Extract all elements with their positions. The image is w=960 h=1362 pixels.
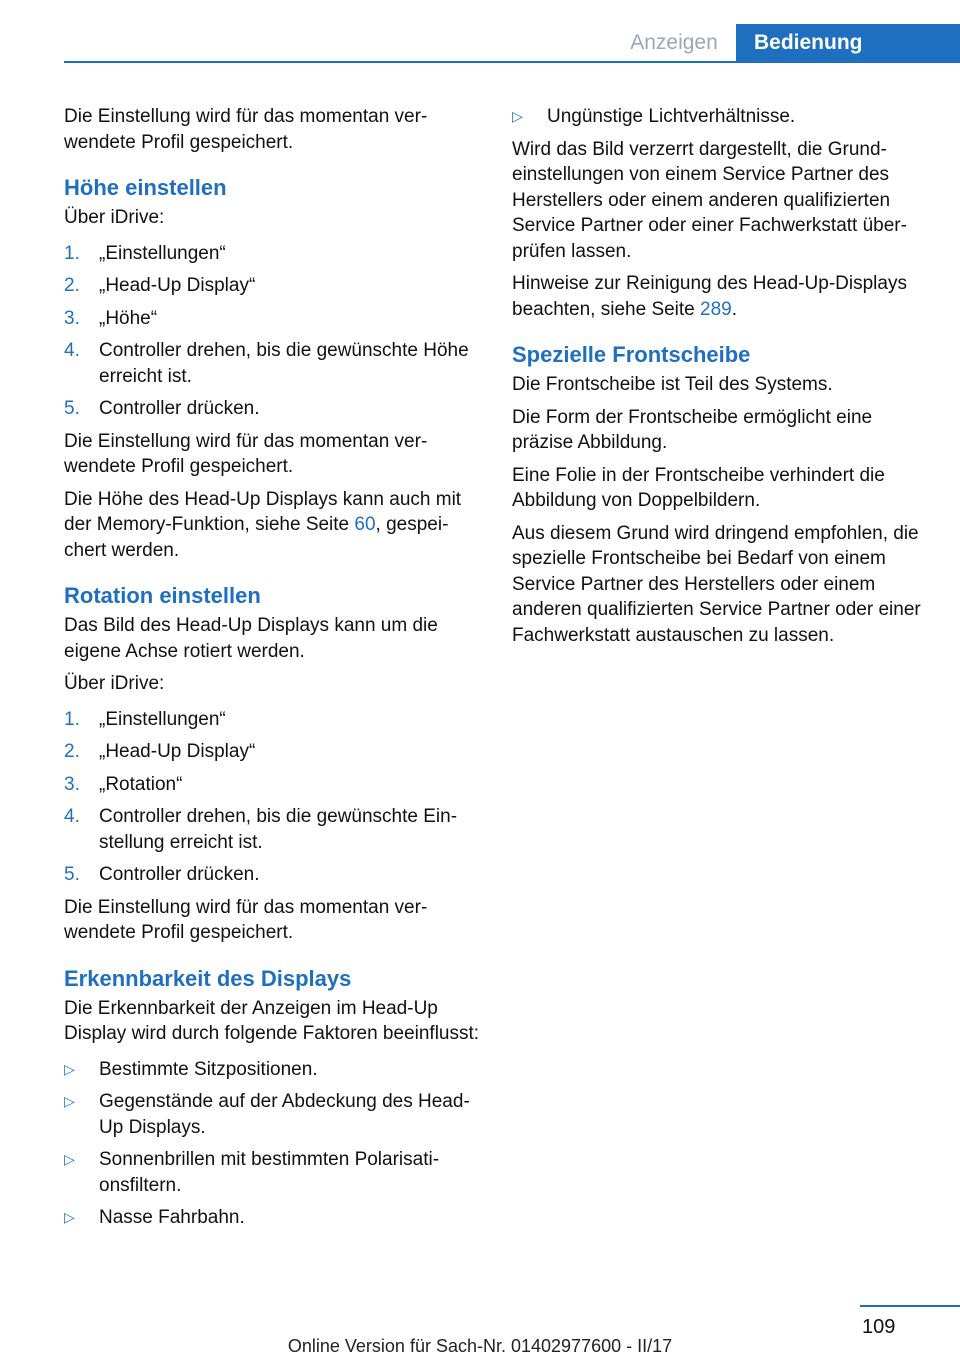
triangle-right-icon: ▷ (64, 1209, 75, 1225)
list-item (64, 306, 480, 332)
list-item (64, 707, 480, 733)
page-number-rule (860, 1305, 960, 1307)
step-number: 2. (64, 741, 80, 762)
paragraph-text: . (731, 298, 738, 320)
paragraph: Über iDrive: (64, 673, 165, 694)
paragraph: Die Erkennbarkeit der Anzeigen im Head-Up Display wird durch folgende Faktoren beeinflusst: (64, 997, 480, 1044)
right-column (512, 104, 928, 655)
bullet-text: Gegenstände auf der Abdeckung des Head-Up Displays. (99, 1091, 470, 1138)
page-link-60[interactable]: 60 (354, 514, 376, 535)
factor-list (64, 1057, 480, 1231)
paragraph-text: Die Höhe des Head-Up Displays kann auch mit der Memory-Funktion, siehe Seite (64, 488, 462, 535)
bullet-text: Nasse Fahrbahn. (99, 1207, 245, 1228)
list-item (64, 739, 480, 765)
tab-bedienung[interactable]: Bedienung (736, 24, 960, 62)
triangle-right-icon: ▷ (64, 1060, 75, 1077)
step-number: 5. (64, 398, 80, 419)
list-item (512, 104, 928, 130)
paragraph: Die Einstellung wird für das momentan verwendete Profil gespeichert. (64, 896, 428, 943)
list-item (64, 1147, 480, 1198)
paragraph: Eine Folie in der Frontscheibe verhindert die Abbildung von Doppelbildern. (512, 464, 885, 511)
list-item (64, 862, 480, 888)
paragraph-text: Hinweise zur Reinigung des Head-Up-Displays beachten, siehe Seite (512, 273, 907, 320)
paragraph: Über iDrive: (64, 207, 165, 228)
list-item (64, 804, 480, 855)
bullet-text: Ungünstige Lichtverhältnisse. (547, 106, 796, 127)
page-link-289[interactable]: 289 (700, 298, 732, 320)
step-number: 4. (64, 806, 80, 827)
paragraph (64, 487, 480, 564)
step-text: „Einstellungen“ (99, 242, 226, 264)
step-number: 3. (64, 773, 80, 795)
paragraph: Wird das Bild verzerrt dargestellt, die Grundeinstellungen von einem Service Partner des Herstellers oder einem anderen qualifizierten Service Partner oder einer Fachwerkstatt überprüfen lassen. (512, 138, 907, 262)
left-column (64, 104, 480, 1238)
list-item (64, 338, 480, 389)
list-item (64, 396, 480, 422)
step-text: „Höhe“ (99, 307, 158, 329)
list-item (64, 241, 480, 267)
step-text: „Einstellungen“ (99, 708, 226, 730)
step-text: Controller drücken. (99, 398, 260, 419)
triangle-right-icon: ▷ (64, 1151, 75, 1167)
step-text: Controller drücken. (99, 864, 260, 885)
heading-spezielle-frontscheibe: Spezielle Frontscheibe (512, 342, 751, 367)
list-item (64, 273, 480, 299)
heading-rotation-einstellen: Rotation einstellen (64, 583, 261, 608)
step-number: 1. (64, 242, 80, 264)
bullet-text: Sonnenbrillen mit bestimmten Polarisationsfiltern. (99, 1149, 440, 1196)
step-text: Controller drehen, bis die gewünschte Einstellung erreicht ist. (99, 806, 458, 853)
list-item (64, 772, 480, 798)
paragraph (512, 271, 928, 322)
step-number: 2. (64, 275, 80, 296)
triangle-right-icon: ▷ (64, 1093, 75, 1109)
paragraph: Die Frontscheibe ist Teil des Systems. (512, 374, 833, 395)
page-number: 109 (862, 1316, 896, 1338)
step-text: „Head-Up Display“ (99, 275, 256, 296)
step-number: 5. (64, 864, 80, 885)
step-text: „Rotation“ (99, 773, 183, 795)
heading-erkennbarkeit: Erkennbarkeit des Displays (64, 965, 352, 991)
factor-list-continued (512, 104, 928, 130)
list-item (64, 1057, 480, 1083)
list-item (64, 1205, 480, 1231)
bullet-text: Bestimmte Sitzpositionen. (99, 1058, 318, 1080)
steps-list-rotation (64, 707, 480, 888)
footer-text: Online Version für Sach-Nr. 01402977600 - II/17 (287, 1336, 673, 1356)
tab-anzeigen[interactable]: Anzeigen (630, 31, 718, 54)
heading-hoehe-einstellen: Höhe einstellen (64, 175, 227, 200)
step-number: 4. (64, 340, 80, 361)
steps-list-hoehe (64, 241, 480, 422)
paragraph-text: , gespeichert werden. (64, 514, 449, 561)
paragraph: Die Einstellung wird für das momentan verwendete Profil gespeichert. (64, 430, 428, 477)
triangle-right-icon: ▷ (512, 108, 523, 124)
step-number: 1. (64, 708, 80, 730)
step-text: Controller drehen, bis die gewünschte Höhe erreicht ist. (99, 340, 469, 387)
list-item (64, 1089, 480, 1140)
paragraph: Das Bild des Head-Up Displays kann um die eigene Achse rotiert werden. (64, 615, 438, 662)
step-number: 3. (64, 307, 80, 329)
paragraph: Die Form der Frontscheibe ermöglicht eine präzise Abbildung. (512, 406, 873, 453)
step-text: „Head-Up Display“ (99, 741, 256, 762)
paragraph: Die Einstellung wird für das momentan verwendete Profil gespeichert. (64, 106, 428, 153)
paragraph: Aus diesem Grund wird dringend empfohlen, die spezielle Frontscheibe bei Bedarf von einem Service Partner des Herstellers oder einem anderen qualifizierten Service Partner oder einer Fachwerkstatt austauschen zu lassen. (512, 522, 921, 646)
